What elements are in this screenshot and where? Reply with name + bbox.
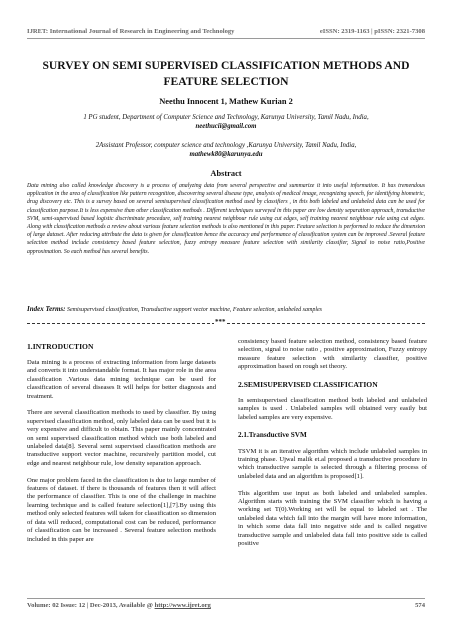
semisupervised-heading: 2.SEMISUPERVISED CLASSIFICATION [238, 380, 378, 390]
running-header [27, 28, 425, 35]
paper-title: SURVEY ON SEMI SUPERVISED CLASSIFICATION METHODS AND FEATURE SELECTION [42, 59, 410, 88]
index-terms-label: Index Terms: [27, 305, 66, 313]
journal-url[interactable]: http://www.ijret.org [154, 602, 211, 609]
abstract-heading: Abstract [210, 169, 242, 178]
email-2: mathewk80@karunya.edu [189, 151, 263, 158]
tsvm-heading: 2.1.Transductive SVM [238, 430, 307, 439]
intro-paragraph-2: There are several classification methods to used by classifier. By using supervised classification method, only labeled data can be used but it is very expensive and difficult to obtain. This paper mainly concentrated on semi supervised classification method which use both labeled and unlabeled data[8]. Several semi supervised classification methods are transductive support vector machine, recursively partition model, cut edge and nearest neighbour rule, low density separation approach. [27, 409, 216, 467]
volume-info [27, 602, 211, 609]
semisupervised-paragraph: In semisupervised classification method both labeled and unlabeled samples is used . Unlabeled samples will obtained very easily but labeled samples are very expensive. [238, 397, 427, 421]
tsvm-paragraph-1: TSVM it is an iterative algorithm which include unlabeled samples in training phase. Ujwal malik et.al proposed a transductive procedure in which transductive sample is selected through a filtering process of unlabeled data and an algorithm is proposed[1]. [238, 447, 427, 480]
separator-mark: *** [215, 318, 226, 326]
index-terms-text: Semisupervised classification, Transductive support vector machine, Feature selection, unlabeled samples [65, 307, 323, 313]
left-column [27, 338, 216, 552]
email-1: neethucii@gmail.com [195, 123, 257, 130]
intro-paragraph-1: Data mining is a process of extracting information from large datasets and converts it into understandable format. It has major role in the area classification .Various data mining technique can be used for classification of several diseases It will helps for better diagnosis and treatment. [27, 359, 216, 400]
page-footer [27, 602, 425, 609]
header-rule [27, 38, 425, 39]
tsvm-paragraph-2: This algorithm use input as both labeled and unlabeled samples. Algorithm starts with training the SVM classifier which is having a working set T(0).Working set will be equal to labeled set . The unlabeled data which fall into the margin will have more information, in which some data fall into negative side and is called negative transductive sample and unlabeled data fall into positive side is called positive [238, 489, 427, 548]
intro-paragraph-3: One major problem faced in the classification is due to large number of features of dataset. if there is thousands of features then it will affect the performance of classifier. This is one of the challenge in machine learning technique and is called feature selection[1],[7].By using this method only selected features will taken for classification so dimension of data will reduced, computational cost can be reduced, performance of classification can be increased . Several feature selection methods included in this paper are [27, 476, 216, 543]
journal-name: IJRET: International Journal of Research in Engineering and Technology [27, 28, 235, 35]
index-terms [27, 305, 425, 313]
issn-info: eISSN: 2319-1163 | pISSN: 2321-7308 [319, 28, 425, 35]
footer-rule [27, 598, 425, 599]
author-line: Neethu Innocent 1, Mathew Kurian 2 [159, 97, 293, 106]
affiliation-1-text: 1 PG student, Department of Computer Science and Technology, Karunya University, Tamil Nadu, India, [83, 114, 369, 121]
right-paragraph-1: consistency based feature selection method, consistency based feature selection, signal to noise ratio , positive approximation, Fuzzy entropy measure feature selection with similarity classifier, positive approximation based on rough set theory. [238, 338, 427, 371]
abstract-text: Data mining also called knowledge discovery is a process of analyzing data from several perspective and summarize it into useful information. It has tremendous application in the area of classification like pattern recognition, discovering several disease type, analysis of medical image, recognizing speech, for identifying biometric, drug discovery etc. This is a survey based on several semisupervised classification method used by classifiers , in this both labeled and unlabeled data can be used for classification purpose.It is less expensive than other classification methods . Different techniques surveyed in this paper are low density separation approach, transductive SVM, semi-supervised based logistic discriminate procedure, self training nearest neighbour rule using cut edges, self training nearest neighbour rule using cut edges. Along with classification methods a review about various feature selection methods is also mentioned in this paper. Feature selection is performed to reduce the dimension of large dataset. After reducing attribute the data is given for classification hence the accuracy and performance of classification system can be improved .Several feature selection method include consistency based feature selection, fuzzy entropy measure feature selection with similarity classifier, Signal to noise ratio,Positive approximation. So each method has several benefits. [27, 183, 425, 255]
affiliation-1 [30, 113, 422, 131]
affiliation-2 [30, 141, 422, 159]
intro-heading: 1.INTRODUCTION [27, 342, 94, 351]
affiliation-2-text: 2Assistant Professor, computer science and technology ,Karunya University, Tamil Nadu, India, [95, 142, 357, 149]
right-column [238, 338, 427, 557]
volume-text: Volume: 02 Issue: 12 | Dec-2013, Available @ [27, 602, 155, 609]
page-number: 574 [415, 602, 425, 609]
